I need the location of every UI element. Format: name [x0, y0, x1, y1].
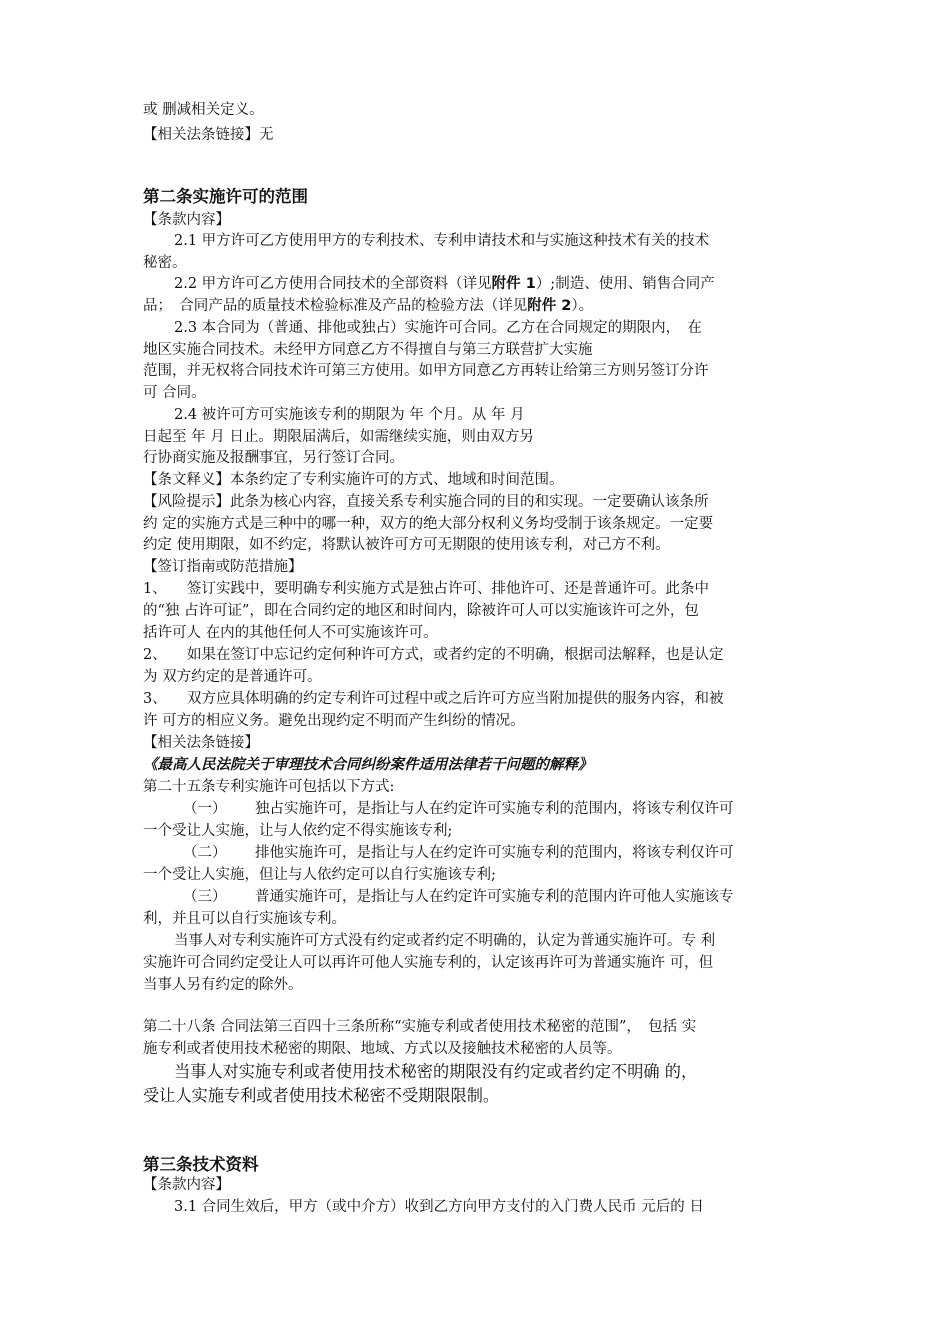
text-line: 2.1 甲方许可乙方使用甲方的专利技术、专利申请技术和与实施这种技术有关的技术	[174, 233, 710, 249]
text-segment: 双方应具体明确的约定专利许可过程中或之后许可方应当附加提供的服务内容，和被	[187, 691, 724, 707]
text-line: 第二十五条专利实施许可包括以下方式:	[143, 779, 395, 795]
list-number: 3、	[143, 691, 167, 707]
text-line: 的“独 占许可证”，即在合同约定的地区和时间内，除被许可人可以实施该许可之外，包	[143, 603, 699, 619]
list-number: 1、	[143, 581, 167, 597]
text-line: 受让人实施专利或者使用技术秘密不受期限限制。	[143, 1086, 500, 1105]
text-line: 【风险提示】此条为核心内容，直接关系专利实施合同的目的和实现。一定要确认该条所	[143, 494, 709, 510]
text-line: 利，并且可以自行实施该专利。	[143, 911, 346, 927]
text-line: 一个受让人实施，让与人依约定不得实施该专利;	[143, 823, 453, 839]
text-line: 【签订指南或防范措施】	[143, 559, 303, 575]
text-line: 一个受让人实施，但让与人依约定可以自行实施该专利;	[143, 867, 496, 883]
text-line: 或 删减相关定义。	[143, 102, 264, 118]
text-segment: 品； 合同产品的质量技术检验标准及产品的检验方法（详见	[143, 298, 528, 314]
list-number: 2、	[143, 647, 167, 663]
list-item	[183, 799, 734, 819]
text-line: 当事人另有约定的除外。	[143, 977, 303, 993]
section-heading: 第二条实施许可的范围	[143, 187, 308, 206]
list-item	[143, 689, 724, 709]
text-segment: ）;制造、使用、销售合同产	[535, 276, 715, 292]
text-line: 当事人对实施专利或者使用技术秘密的期限没有约定或者约定不明确 的，	[174, 1062, 698, 1081]
section-heading: 第三条技术资料	[143, 1155, 259, 1174]
text-line: 【条文释义】本条约定了专利实施许可的方式、地域和时间范围。	[143, 472, 564, 488]
list-item	[143, 579, 709, 599]
text-line: 地区实施合同技术。未经甲方同意乙方不得擅自与第三方联营扩大实施	[143, 342, 593, 358]
text-line: 约 定的实施方式是三种中的哪一种，双方的绝大部分权利义务均受制于该条规定。一定要	[143, 516, 714, 532]
list-item	[183, 843, 734, 863]
text-line: 行协商实施及报酬事宜，另行签订合同。	[143, 450, 404, 466]
list-number: （一）	[183, 801, 227, 817]
text-line: 3.1 合同生效后，甲方（或中介方）收到乙方向甲方支付的入门费人民币 元后的 日	[174, 1199, 704, 1215]
text-line: 2.4 被许可方可实施该专利的期限为 年 个月。从 年 月	[174, 407, 525, 423]
text-segment: 独占实施许可，是指让与人在约定许可实施专利的范围内，将该专利仅许可	[255, 801, 734, 817]
text-line: 【条款内容】	[143, 212, 230, 228]
text-line: 括许可人 在内的其他任何人不可实施该许可。	[143, 625, 438, 641]
list-number: （二）	[183, 845, 227, 861]
text-line: 【相关法条链接】	[143, 735, 259, 751]
text-line: 秘密。	[143, 255, 187, 271]
text-line: 约定 使用期限，如不约定，将默认被许可方可无期限的使用该专利，对己方不利。	[143, 537, 670, 553]
text-segment: 签订实践中，要明确专利实施方式是独占许可、排他许可、还是普通许可。此条中	[187, 581, 709, 597]
text-line: 2.3 本合同为（普通、排他或独占）实施许可合同。乙方在合同规定的期限内， 在	[174, 320, 702, 336]
text-segment: 2.2 甲方许可乙方使用合同技术的全部资料（详见	[174, 276, 492, 292]
text-line: 第二十八条 合同法第三百四十三条所称“实施专利或者使用技术秘密的范围”， 包括 实	[143, 1019, 697, 1035]
text-line: 为 双方约定的是普通许可。	[143, 669, 322, 685]
text-line: 范围，并无权将合同技术许可第三方使用。如甲方同意乙方再转让给第三方则另签订分许	[143, 363, 709, 379]
text-segment: 普通实施许可，是指让与人在约定许可实施专利的范围内许可他人实施该专	[255, 889, 734, 905]
list-number: （三）	[183, 889, 227, 905]
text-line: 许 可方的相应义务。避免出现约定不明而产生纠纷的情况。	[143, 713, 525, 729]
list-item	[183, 887, 734, 907]
text-line	[143, 296, 593, 316]
text-line: 日起至 年 月 日止。期限届满后，如需继续实施，则由双方另	[143, 429, 534, 445]
law-title: 《最高人民法院关于审理技术合同纠纷案件适用法律若干问题的解释》	[143, 756, 593, 773]
text-line: 当事人对专利实施许可方式没有约定或者约定不明确的，认定为普通实施许可。专 利	[174, 933, 716, 949]
text-line: 可 合同。	[143, 385, 206, 401]
text-segment: 如果在签订中忘记约定何种许可方式，或者约定的不明确，根据司法解释，也是认定	[187, 647, 724, 663]
attachment-ref: 附件 1	[491, 276, 536, 292]
text-line	[174, 274, 715, 294]
attachment-ref: 附件 2	[527, 298, 572, 314]
text-line: 【条款内容】	[143, 1177, 230, 1193]
text-segment: 排他实施许可，是指让与人在约定许可实施专利的范围内，将该专利仅许可	[255, 845, 734, 861]
text-line: 【相关法条链接】无	[143, 127, 274, 143]
text-line: 施专利或者使用技术秘密的期限、地域、方式以及接触技术秘密的人员等。	[143, 1041, 622, 1057]
text-segment: ）。	[571, 298, 594, 314]
text-line: 实施许可合同约定受让人可以再许可他人实施专利的，认定该再许可为普通实施许 可，但	[143, 955, 714, 971]
list-item	[143, 645, 724, 665]
